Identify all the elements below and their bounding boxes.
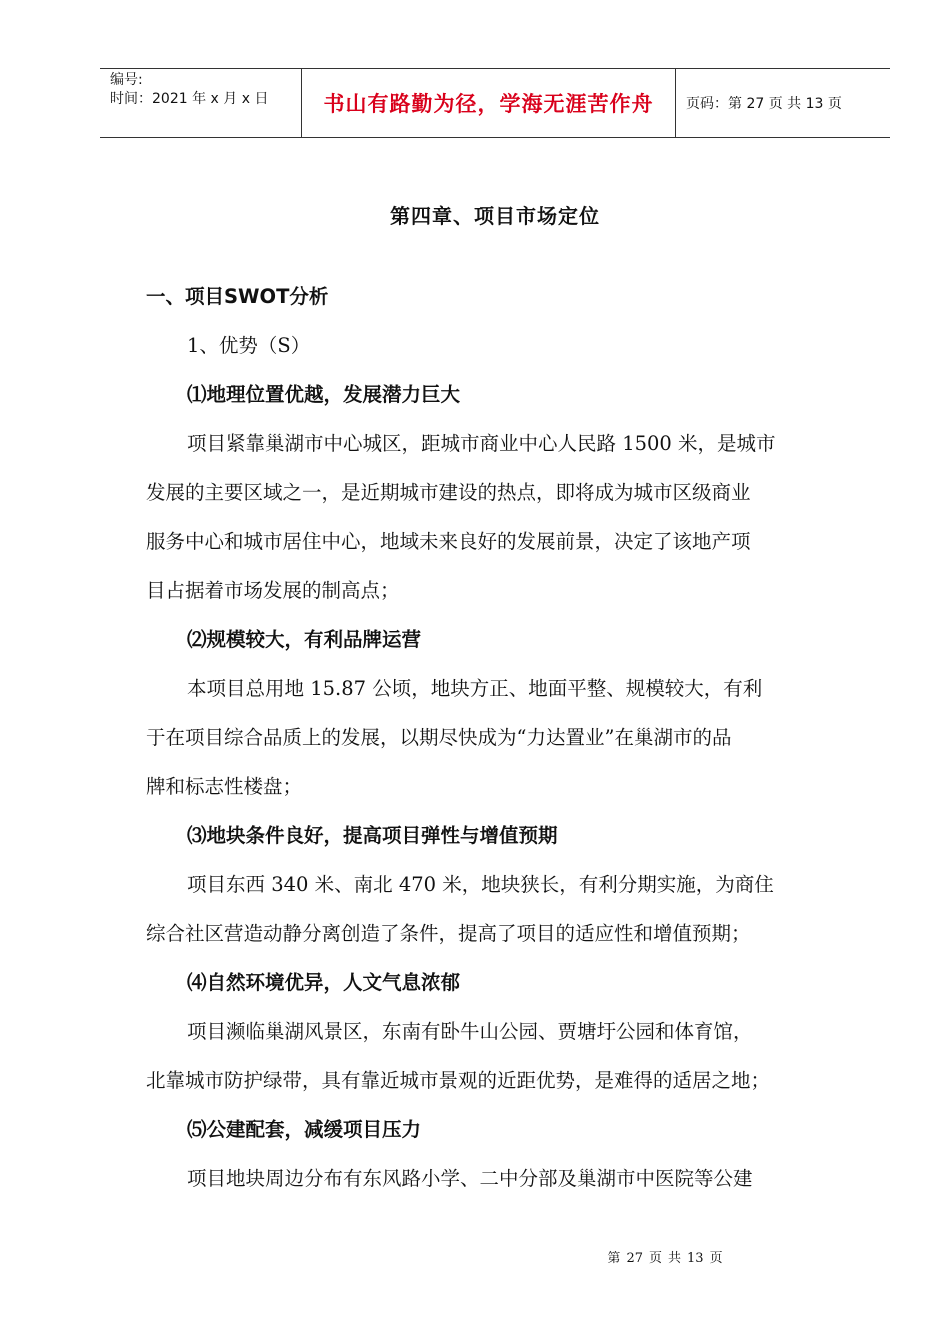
paragraph-line: 目占据着市场发展的制高点； — [146, 579, 400, 602]
paragraph-line: 项目濒临巢湖风景区，东南有卧牛山公园、贾塘圩公园和体育馆， — [187, 1020, 753, 1043]
paragraph-line: 服务中心和城市居住中心，地域未来良好的发展前景，决定了该地产项 — [146, 530, 751, 553]
footer-page-number: 27 — [626, 1251, 643, 1266]
subsection-title: 1、优势（S） — [187, 334, 311, 357]
footer-label: 页 — [648, 1251, 662, 1266]
paragraph-line: 发展的主要区域之一，是近期城市建设的热点，即将成为城市区级商业 — [146, 481, 751, 504]
footer-label: 第 — [607, 1251, 621, 1266]
paragraph-line: 项目东西 340 米、南北 470 米，地块狭长，有利分期实施，为商住 — [187, 873, 774, 896]
document-body — [146, 272, 852, 1203]
paragraph-line: 牌和标志性楼盘； — [146, 775, 303, 798]
page-header — [100, 68, 890, 138]
point-title: ⑸公建配套，减缓项目压力 — [187, 1118, 422, 1141]
paragraph-line: 北靠城市防护绿带，具有靠近城市景观的近距优势，是难得的适居之地； — [146, 1069, 771, 1092]
paragraph-line: 项目地块周边分布有东风路小学、二中分部及巢湖市中医院等公建 — [187, 1167, 753, 1190]
point-title: ⑴地理位置优越，发展潜力巨大 — [187, 383, 461, 406]
point-title: ⑶地块条件良好，提高项目弹性与增值预期 — [187, 824, 558, 847]
chapter-title: 第四章、项目市场定位 — [390, 204, 600, 228]
header-code-label: 编号: — [110, 72, 143, 88]
header-time-label: 时间：2021 年 x 月 x 日 — [110, 91, 269, 107]
section-title: 一、项目SWOT分析 — [146, 285, 329, 308]
point-title: ⑵规模较大，有利品牌运营 — [187, 628, 422, 651]
page-footer — [0, 1247, 950, 1266]
paragraph-line: 项目紧靠巢湖市中心城区，距城市商业中心人民路 1500 米，是城市 — [187, 432, 776, 455]
point-title: ⑷自然环境优异，人文气息浓郁 — [187, 971, 461, 994]
paragraph-line: 于在项目综合品质上的发展，以期尽快成为“力达置业”在巢湖市的品 — [146, 726, 732, 749]
header-motto: 书山有路勤为径，学海无涯苦作舟 — [302, 69, 676, 137]
header-meta — [100, 69, 302, 137]
footer-label: 页 — [709, 1251, 723, 1266]
paragraph-line: 综合社区营造动静分离创造了条件，提高了项目的适应性和增值预期； — [146, 922, 751, 945]
header-page-info: 页码：第 27 页 共 13 页 — [686, 96, 842, 112]
footer-total-pages: 13 — [687, 1251, 704, 1266]
footer-label: 共 — [668, 1251, 682, 1266]
paragraph-line: 本项目总用地 15.87 公顷，地块方正、地面平整、规模较大，有利 — [187, 677, 763, 700]
